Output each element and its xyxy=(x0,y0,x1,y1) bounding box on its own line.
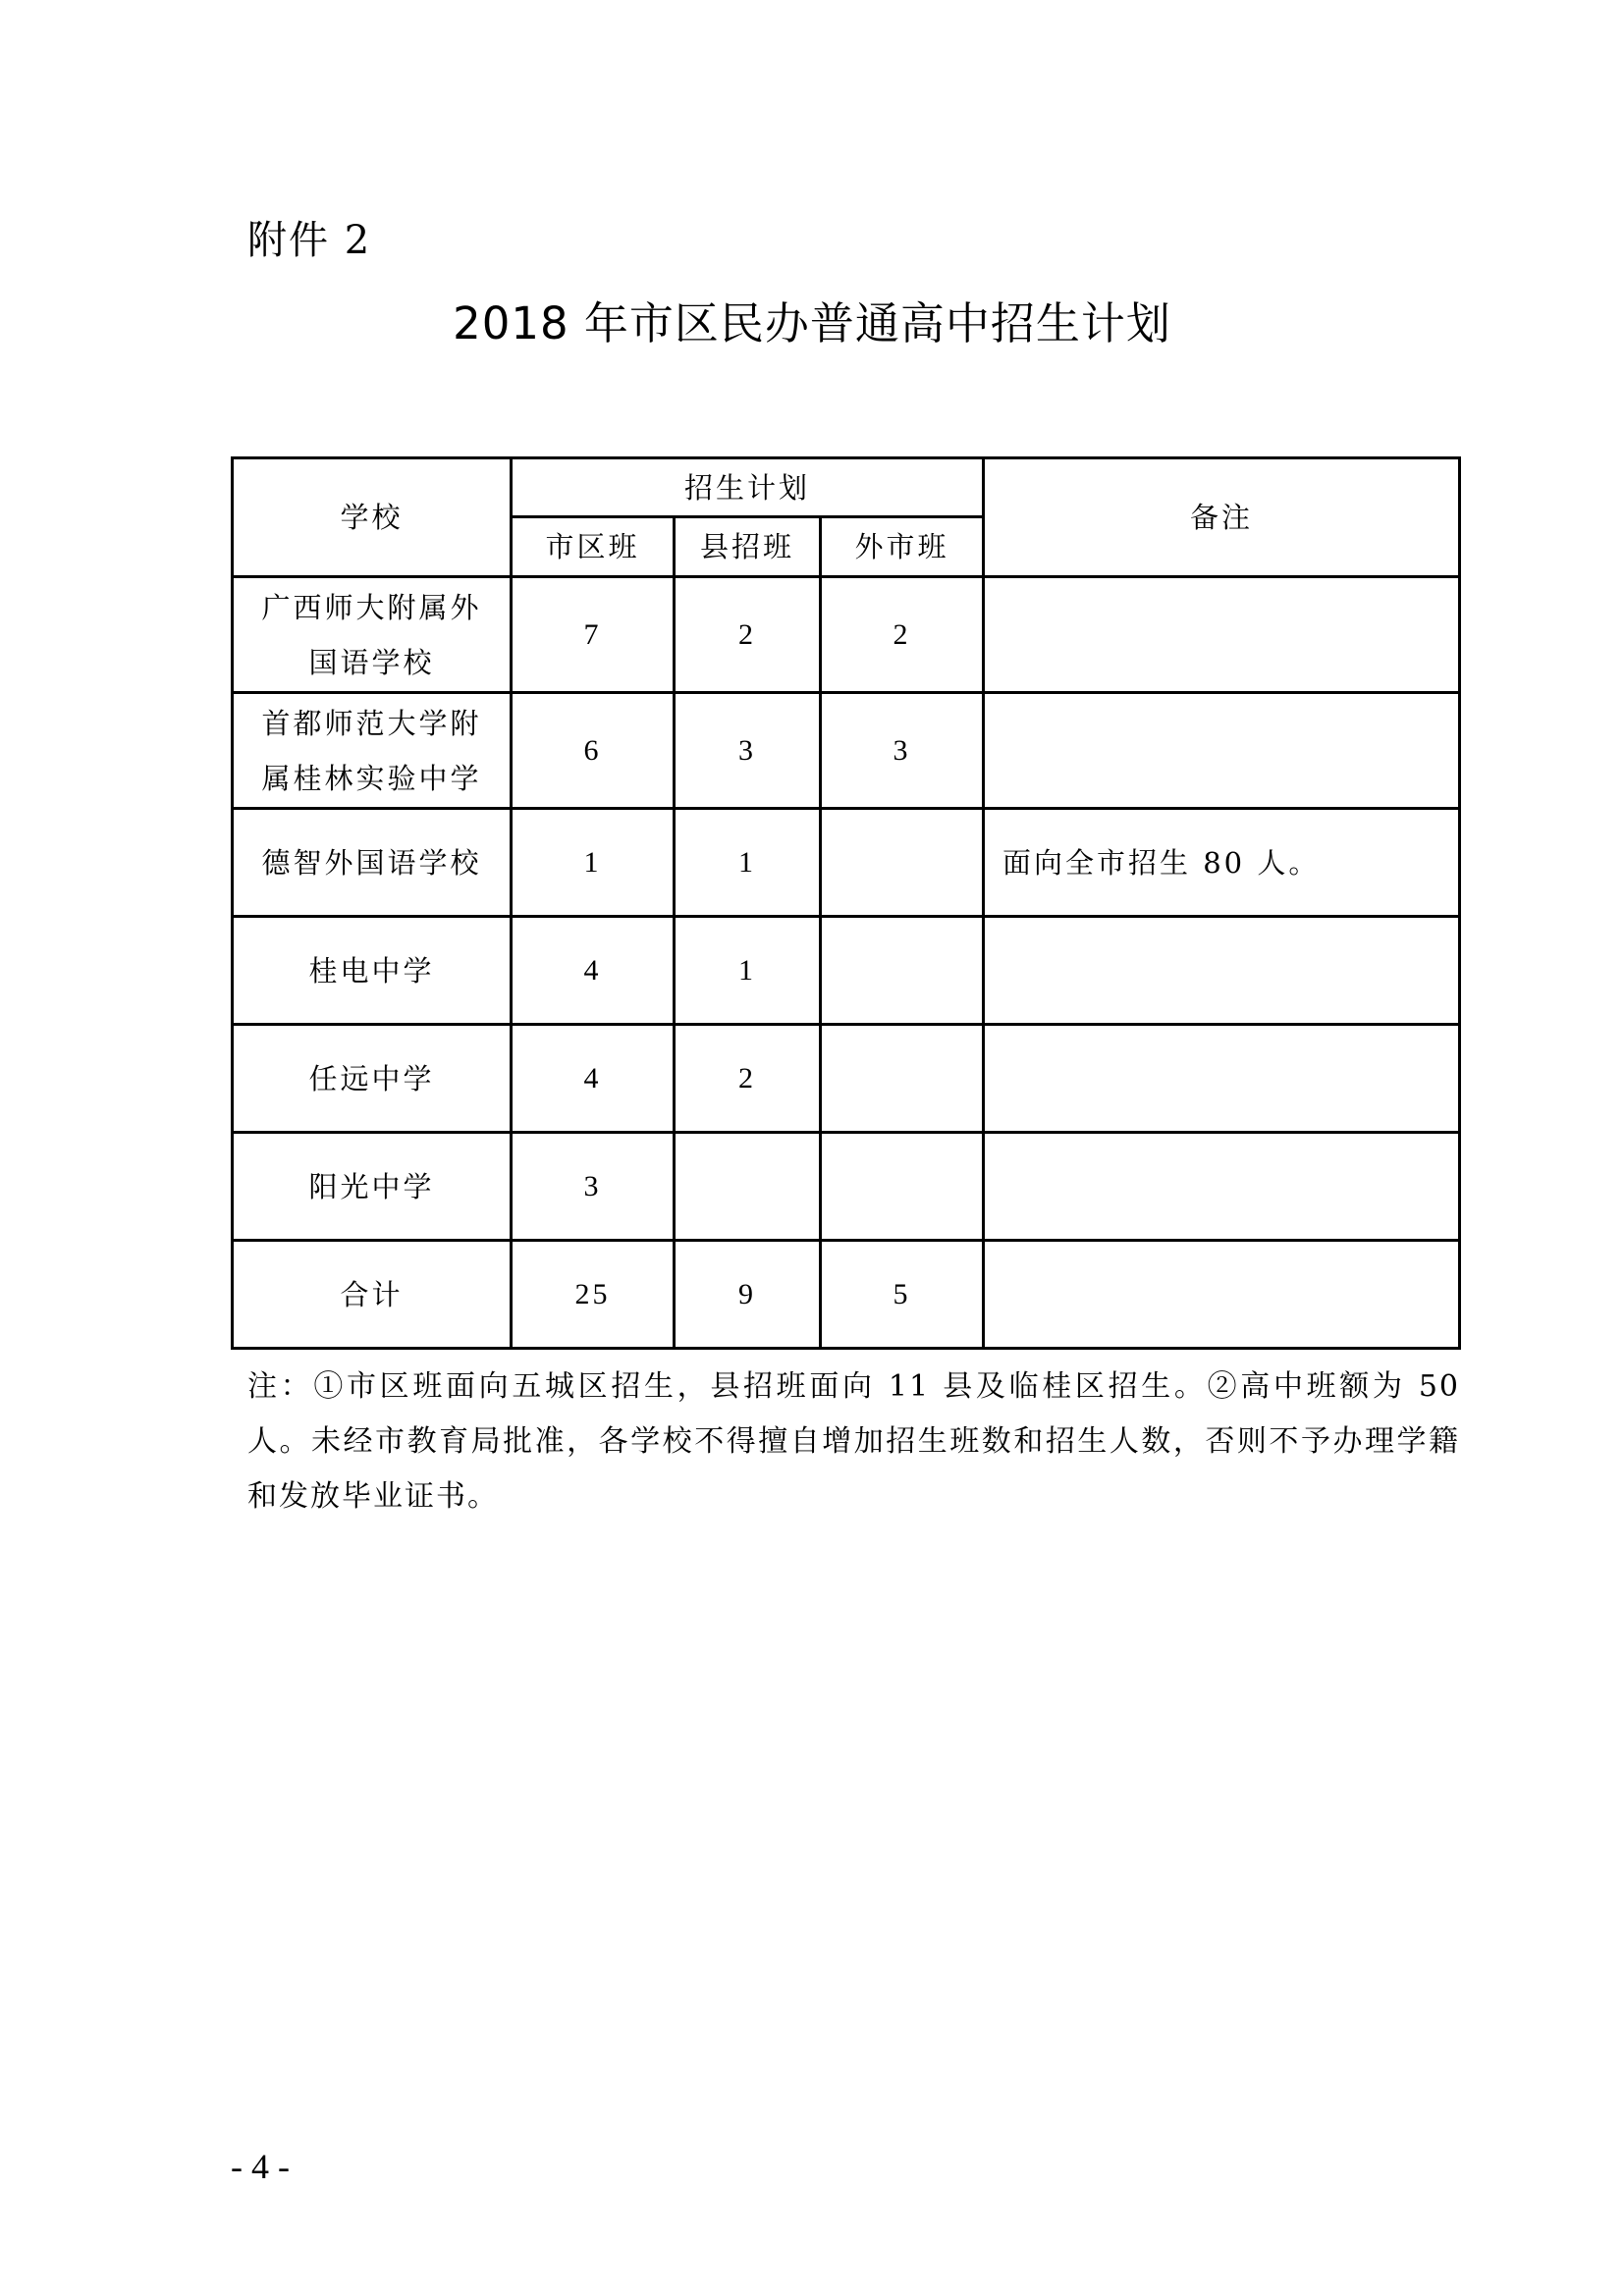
table-row xyxy=(233,1133,1460,1241)
county-class-count: 2 xyxy=(675,577,821,693)
document-title: 2018 年市区民办普通高中招生计划 xyxy=(453,297,1171,349)
city-class-count: 4 xyxy=(512,1025,675,1133)
school-name: 广西师大附属外国语学校 xyxy=(233,577,512,693)
remarks-cell xyxy=(984,917,1460,1025)
city-class-count: 4 xyxy=(512,917,675,1025)
city-class-count: 7 xyxy=(512,577,675,693)
enrollment-plan-table xyxy=(231,456,1461,1350)
table-total-row xyxy=(233,1241,1460,1349)
school-name: 桂电中学 xyxy=(233,917,512,1025)
total-remarks xyxy=(984,1241,1460,1349)
remarks-cell xyxy=(984,1133,1460,1241)
city-class-count: 6 xyxy=(512,693,675,809)
school-name: 任远中学 xyxy=(233,1025,512,1133)
outside-class-count: 2 xyxy=(821,577,984,693)
school-name: 首都师范大学附属桂林实验中学 xyxy=(233,693,512,809)
page-number: - 4 - xyxy=(231,2147,290,2186)
outside-class-count xyxy=(821,809,984,917)
table-row xyxy=(233,809,1460,917)
header-plan-group: 招生计划 xyxy=(512,458,984,517)
total-county-class: 9 xyxy=(675,1241,821,1349)
table-footnote: 注：①市区班面向五城区招生，县招班面向 11 县及临桂区招生。②高中班额为 50 人。未经市教育局批准，各学校不得擅自增加招生班数和招生人数，否则不予办理学籍和发放毕业证书。 xyxy=(247,1369,1460,1514)
header-outside-class: 外市班 xyxy=(821,517,984,577)
header-county-class: 县招班 xyxy=(675,517,821,577)
total-label: 合计 xyxy=(233,1241,512,1349)
table-header-row xyxy=(233,458,1460,517)
city-class-count: 1 xyxy=(512,809,675,917)
total-city-class: 25 xyxy=(512,1241,675,1349)
remarks-cell xyxy=(984,693,1460,809)
county-class-count: 3 xyxy=(675,693,821,809)
table-row xyxy=(233,693,1460,809)
remarks-cell: 面向全市招生 80 人。 xyxy=(984,809,1460,917)
county-class-count: 1 xyxy=(675,917,821,1025)
total-outside-class: 5 xyxy=(821,1241,984,1349)
outside-class-count: 3 xyxy=(821,693,984,809)
header-city-class: 市区班 xyxy=(512,517,675,577)
outside-class-count xyxy=(821,1025,984,1133)
table-row xyxy=(233,917,1460,1025)
outside-class-count xyxy=(821,1133,984,1241)
county-class-count: 2 xyxy=(675,1025,821,1133)
school-name: 德智外国语学校 xyxy=(233,809,512,917)
remarks-cell xyxy=(984,577,1460,693)
outside-class-count xyxy=(821,917,984,1025)
remarks-cell xyxy=(984,1025,1460,1133)
table-row xyxy=(233,577,1460,693)
table-row xyxy=(233,1025,1460,1133)
city-class-count: 3 xyxy=(512,1133,675,1241)
school-name: 阳光中学 xyxy=(233,1133,512,1241)
county-class-count: 1 xyxy=(675,809,821,917)
header-school: 学校 xyxy=(233,458,512,577)
attachment-label: 附件 2 xyxy=(247,218,372,263)
header-remarks: 备注 xyxy=(984,458,1460,577)
county-class-count xyxy=(675,1133,821,1241)
